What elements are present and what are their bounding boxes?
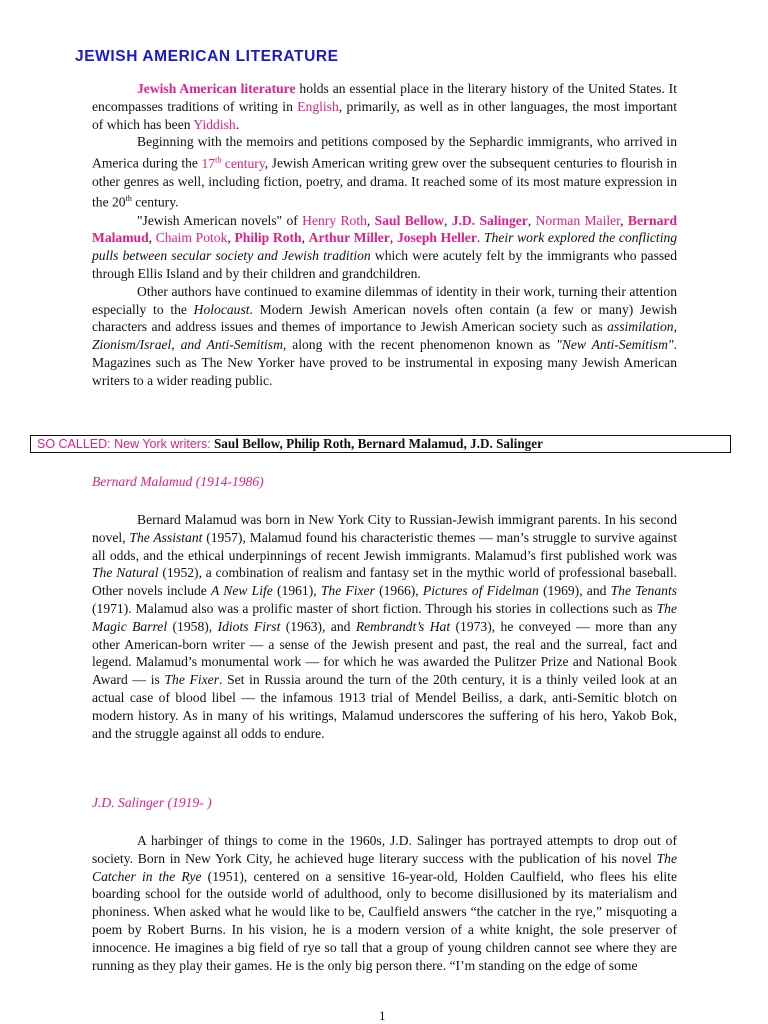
text-run: holds an essential place in the literary history of the United States. It encompasses traditions of writing in: [92, 81, 677, 114]
text-run: along with the recent phenomenon known as: [286, 337, 557, 353]
text-run: ,: [227, 230, 235, 246]
text-run: ,: [443, 212, 452, 228]
text-run: (1963), and: [280, 618, 356, 634]
text-run: which were acutely felt by the immigrants who passed through Ellis Island and by their children and grandchildren.: [92, 248, 677, 282]
italic-text: Holocaust: [193, 301, 250, 317]
link-17th-century[interactable]: [202, 156, 265, 171]
page-number: 1: [379, 1008, 386, 1023]
text-run: ,: [301, 230, 309, 246]
italic-text: "New Anti-Semitism": [556, 337, 674, 353]
link-yiddish[interactable]: Yiddish: [193, 116, 236, 132]
italic-text: The Catcher in the Rye: [92, 850, 677, 884]
italic-text: The Tenants: [610, 583, 678, 599]
text-run: (1966),: [374, 583, 423, 599]
text-run: , primarily, as well as in other languages, the most important of which has been: [92, 98, 677, 132]
text-run: .: [235, 116, 240, 132]
intro-paragraph-3: [92, 212, 677, 283]
page-title: JEWISH AMERICAN LITERATURE: [75, 48, 339, 65]
intro-section: [92, 80, 677, 390]
italic-text: Pictures of Fidelman: [422, 583, 539, 599]
text-run: . Set in Russia around the turn of the 20th century, it is a thinly veiled look at an actual case of blood libel — the infamous 1913 trial of Mendel Beiliss, a dark, anti-Semitic blotch on modern history. As in many of his writings, Malamud underscores the suffering of his hero, Yakob Bok, and the struggle against all odds to endure.: [92, 672, 677, 741]
italic-text: The Natural: [92, 565, 159, 581]
heading-jd-salinger: J.D. Salinger (1919- ): [92, 795, 212, 810]
heading-bernard-malamud: Bernard Malamud (1914-1986): [92, 474, 264, 489]
link-jewish-american-literature[interactable]: Jewish American literature: [137, 81, 296, 96]
text-run: century: [221, 155, 265, 171]
italic-text: Their work explored the conflicting pulls between secular society and Jewish tradition: [92, 230, 678, 264]
italic-text: A New Life: [211, 583, 273, 599]
link-henry-roth[interactable]: Henry Roth: [302, 212, 367, 228]
text-run: (1951), centered on a sensitive 16-year-old, Holden Caulfield, who flees his elite boarding school for the outside world of adulthood, only to become disillusioned by its materialism and phoniness. When asked what he would like to be, Caulfield answers “the catcher in the rye,” misquoting a poem by Robert Burns. In his vision, he is a modern version of a white knight, the sole preserver of innocence. He imagines a big field of rye so tall that a group of young children cannot see where they are running as they play their games. He is the only big person there. “I’m standing on the edge of some: [92, 868, 677, 973]
link-philip-roth[interactable]: Philip Roth: [234, 230, 302, 246]
text-run: .: [476, 230, 484, 246]
section-bar-new-york-writers: [30, 435, 731, 453]
link-jd-salinger[interactable]: J.D. Salinger: [451, 212, 528, 228]
italic-text: Idiots First: [217, 618, 281, 634]
italic-text: The Assistant: [129, 529, 203, 545]
text-run: ,: [366, 212, 375, 228]
text-run: ,: [527, 212, 536, 228]
text-run: , Jewish American writing grew over the subsequent centuries to flourish in other genres as well, including fiction, poetry, and drama. It reached some of its most mature expression in the 20: [92, 155, 677, 210]
text-run: (1973), he conveyed — more than any other American-born writer — a sense of the Jewish present and past, the real and the surreal, fact and legend. Malamud’s monumental work — for which he was awarded the Pulitzer Prize and National Book Award — is: [92, 618, 678, 688]
malamud-paragraph: [92, 511, 677, 742]
text-run: Other authors have continued to examine dilemmas of identity in their work, turning their attention especially to the: [92, 283, 677, 317]
link-norman-mailer[interactable]: Norman Mailer: [535, 212, 621, 228]
italic-text: The Fixer: [320, 583, 375, 599]
text-run: ,: [389, 230, 397, 246]
link-chaim-potok[interactable]: Chaim Potok: [155, 230, 228, 246]
italic-text: assimilation, Zionism/Israel, and Anti-Semitism,: [92, 319, 677, 353]
text-run: ,: [620, 212, 628, 228]
malamud-section: [92, 511, 677, 742]
section-bar-names: Saul Bellow, Philip Roth, Bernard Malamud, J.D. Salinger: [210, 436, 543, 451]
text-run: (1961),: [272, 583, 321, 599]
italic-text: The Magic Barrel: [92, 600, 677, 634]
text-run: . Modern Jewish American novels often contain (a few or many) Jewish characters and address issues and themes of importance to Jewish American society such as: [92, 301, 678, 335]
text-run: . Magazines such as The New Yorker have proved to be instrumental in exposing many Jewish American writers to a wider reading public.: [92, 337, 678, 388]
link-joseph-heller[interactable]: Joseph Heller: [396, 230, 477, 246]
text-run: A harbinger of things to come in the 1960s, J.D. Salinger has portrayed attempts to drop out of society. Born in New York City, he achieved huge literary success with the publication of his novel: [92, 833, 677, 866]
text-run: (1958),: [167, 618, 218, 634]
italic-text: Rembrandt’s Hat: [355, 618, 451, 634]
text-run: "Jewish American novels" of: [137, 212, 303, 228]
intro-paragraph-4: [92, 283, 677, 390]
text-run: (1957), Malamud found his characteristic themes — man’s struggle to survive against all odds, and the ethical underpinnings of recent Jewish immigrants. Malamud’s first published work was: [92, 529, 677, 563]
text-run: (1952), a combination of realism and fantasy set in the mythic world of professional baseball. Other novels include: [92, 565, 678, 599]
text-run: ,: [148, 230, 156, 246]
text-run: Beginning with the memoirs and petitions composed by the Sephardic immigrants, who arrived in America during the: [92, 134, 677, 171]
link-english[interactable]: English: [297, 98, 339, 114]
superscript: th: [215, 155, 222, 165]
salinger-section: [92, 832, 677, 1000]
text-run: (1969), and: [538, 583, 611, 599]
italic-text: The Fixer: [164, 672, 219, 688]
text-run: (1971). Malamud also was a prolific master of short fiction. Through his stories in collections such as: [92, 600, 657, 616]
intro-paragraph-2: [92, 133, 677, 211]
superscript: th: [125, 194, 132, 204]
link-arthur-miller[interactable]: Arthur Miller: [308, 230, 390, 246]
intro-paragraph-1: [92, 80, 677, 133]
text-run: 17: [201, 155, 216, 171]
link-saul-bellow[interactable]: Saul Bellow: [374, 212, 444, 228]
salinger-paragraph: [92, 832, 677, 974]
text-run: Bernard Malamud was born in New York City to Russian-Jewish immigrant parents. In his second novel,: [92, 512, 677, 545]
section-bar-label: SO CALLED: New York writers:: [37, 437, 211, 451]
link-bernard-malamud[interactable]: Bernard Malamud: [92, 212, 678, 246]
text-run: century.: [131, 194, 179, 210]
